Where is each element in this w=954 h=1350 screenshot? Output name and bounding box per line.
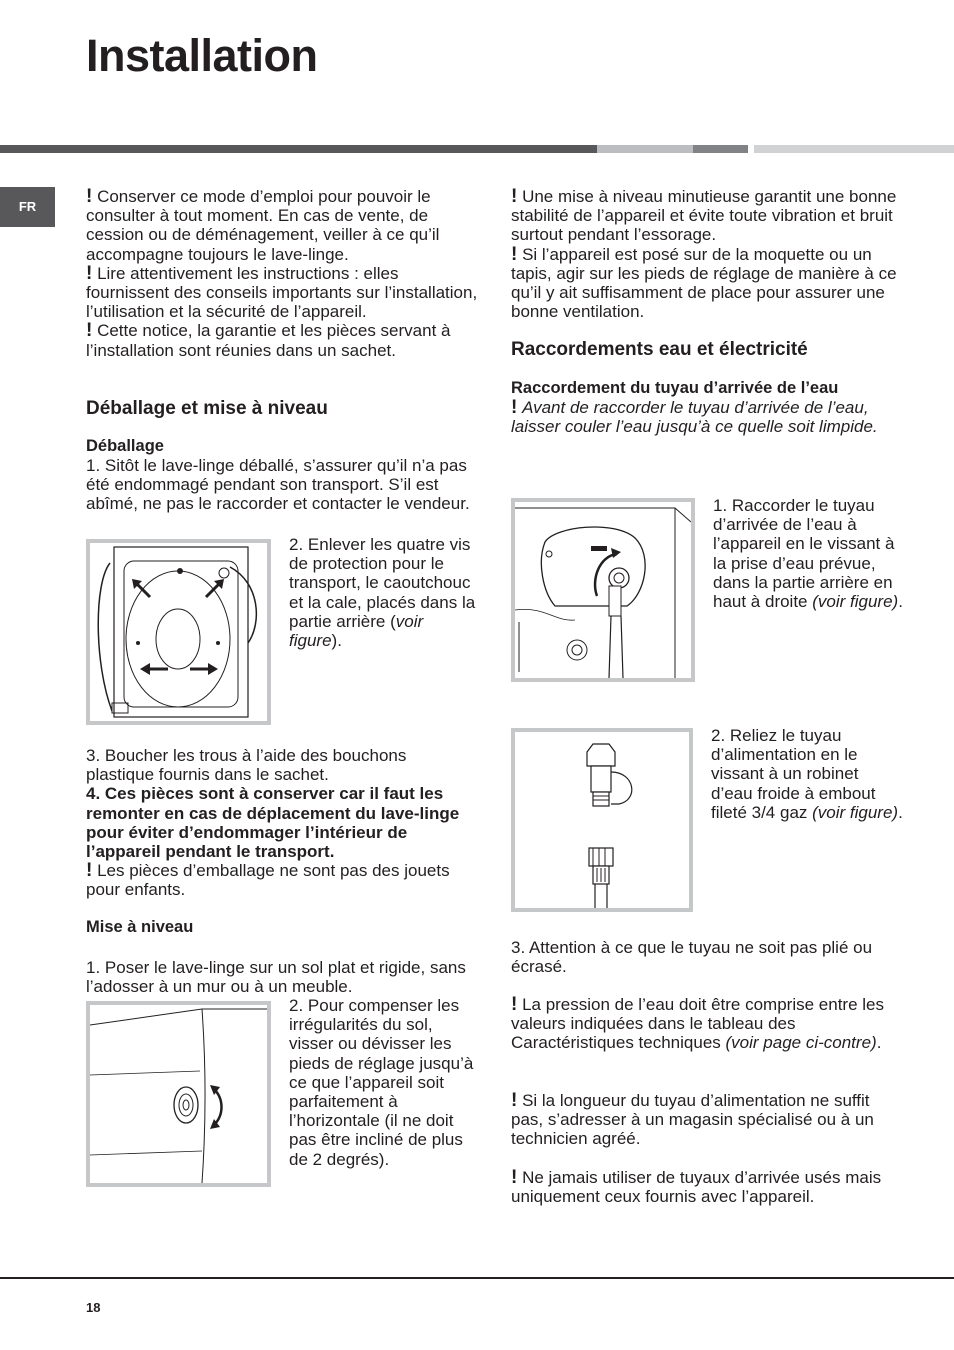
pression-note: ! La pression de l’eau doit être comprise entre les valeurs indiquées dans le tableau des Caractéristiques techniques (voir page ci-contre). — [511, 994, 884, 1053]
figure-machine-back — [86, 539, 271, 725]
intro-paragraph: ! Si l’appareil est posé sur de la moquette ou un tapis, agir sur les pieds de réglage de manière à ce qu’il y ait suffisamment de place pour assurer une bonne ventilation. — [511, 243, 897, 322]
figure-water-inlet — [511, 498, 695, 682]
header-rule — [0, 145, 597, 153]
footer-rule — [0, 1277, 954, 1279]
subheading-deballage: Déballage — [86, 437, 164, 455]
raccordement-note: ! Avant de raccorder le tuyau d’arrivée de l’eau, laisser couler l’eau jusqu’à ce quelle soit limpide. — [511, 397, 878, 437]
section-heading-deballage: Déballage et mise à niveau — [86, 398, 328, 419]
niveau-step2: 2. Pour compenser les irrégularités du sol, visser ou dévisser les pieds de réglage jusqu’à ce que l’appareil soit parfaitement à l’horizontale (il ne doit pas être incliné de plus de 2 degrés). — [289, 996, 474, 1169]
deballage-step2: 2. Enlever les quatre vis de protection pour le transport, le caoutchouc et la cale, placés dans la partie arrière (voir figure). — [289, 535, 476, 651]
subheading-raccordement: Raccordement du tuyau d’arrivée de l’eau — [511, 379, 839, 397]
figure-tap-hose — [511, 728, 693, 912]
longueur-note: ! Si la longueur du tuyau d’alimentation ne suffit pas, s’adresser à un magasin spécialisé ou à un technicien agréé. — [511, 1090, 874, 1149]
header-rule-segment — [597, 145, 693, 153]
right-intro — [511, 187, 903, 321]
raccordement-step1: 1. Raccorder le tuyau d’arrivée de l’eau à l’appareil en le vissant à la prise d’eau prévue, dans la partie arrière en haut à droite (voir figure). — [713, 496, 903, 612]
header-rule-segment — [693, 145, 748, 153]
intro-paragraph: ! Cette notice, la garantie et les pièces servant à l’installation sont réunies dans un sachet. — [86, 320, 451, 360]
deballage-step4: 4. Ces pièces sont à conserver car il faut les remonter en cas de déplacement du lave-linge pour éviter d’endommager l’intérieur de l’appareil pendant le transport. — [86, 784, 460, 862]
water-inlet-illustration — [515, 502, 691, 678]
intro-paragraph: ! Lire attentivement les instructions : elles fournissent des conseils importants sur l’installation, l’utilisation et la sécurité de l’appareil. — [86, 262, 478, 322]
raccordement-block — [511, 379, 903, 436]
page-number: 18 — [86, 1300, 101, 1315]
header-rule-segment — [754, 145, 954, 153]
machine-back-illustration — [90, 543, 267, 721]
raccordement-step3: 3. Attention à ce que le tuyau ne soit pas plié ou écrasé. — [511, 938, 873, 977]
intro-paragraph: ! Conserver ce mode d’emploi pour pouvoir le consulter à tout moment. En cas de vente, de cession ou de déménagement, veiller à ce qu’il accompagne toujours le lave-linge. — [86, 186, 440, 264]
usage-note: ! Ne jamais utiliser de tuyaux d’arrivée usés mais uniquement ceux fournis avec l’appareil. — [511, 1167, 882, 1207]
section-heading-raccordements: Raccordements eau et électricité — [511, 339, 808, 360]
deballage-warning: ! Les pièces d’emballage ne sont pas des jouets pour enfants. — [86, 860, 450, 900]
deballage-block — [86, 437, 478, 514]
raccordement-step2: 2. Reliez le tuyau d’alimentation en le vissant à un robinet d’eau froide à embout fileté 3/4 gaz (voir figure). — [711, 726, 903, 822]
deballage-step3: 3. Boucher les trous à l’aide des bouchons plastique fournis dans le sachet. — [86, 746, 407, 785]
subheading-mise-a-niveau: Mise à niveau — [86, 918, 194, 936]
language-tab: FR — [0, 187, 55, 227]
deballage-steps-3-4 — [86, 746, 478, 900]
niveau-step1: 1. Poser le lave-linge sur un sol plat et rigide, sans l’adosser à un mur ou à un meuble. — [86, 958, 466, 997]
deballage-step1: 1. Sitôt le lave-linge déballé, s’assurer qu’il n’a pas été endommagé pendant son transport. S’il est abîmé, ne pas le raccorder et contacter le vendeur. — [86, 456, 470, 514]
adjustable-foot-illustration — [90, 1005, 267, 1183]
page-title: Installation — [86, 30, 318, 81]
tap-hose-illustration — [515, 732, 689, 908]
intro-paragraph: ! Une mise à niveau minutieuse garantit une bonne stabilité de l’appareil et évite toute vibration et bruit surtout pendant l’essorage. — [511, 186, 897, 245]
left-intro — [86, 187, 478, 360]
figure-adjustable-foot — [86, 1001, 271, 1187]
